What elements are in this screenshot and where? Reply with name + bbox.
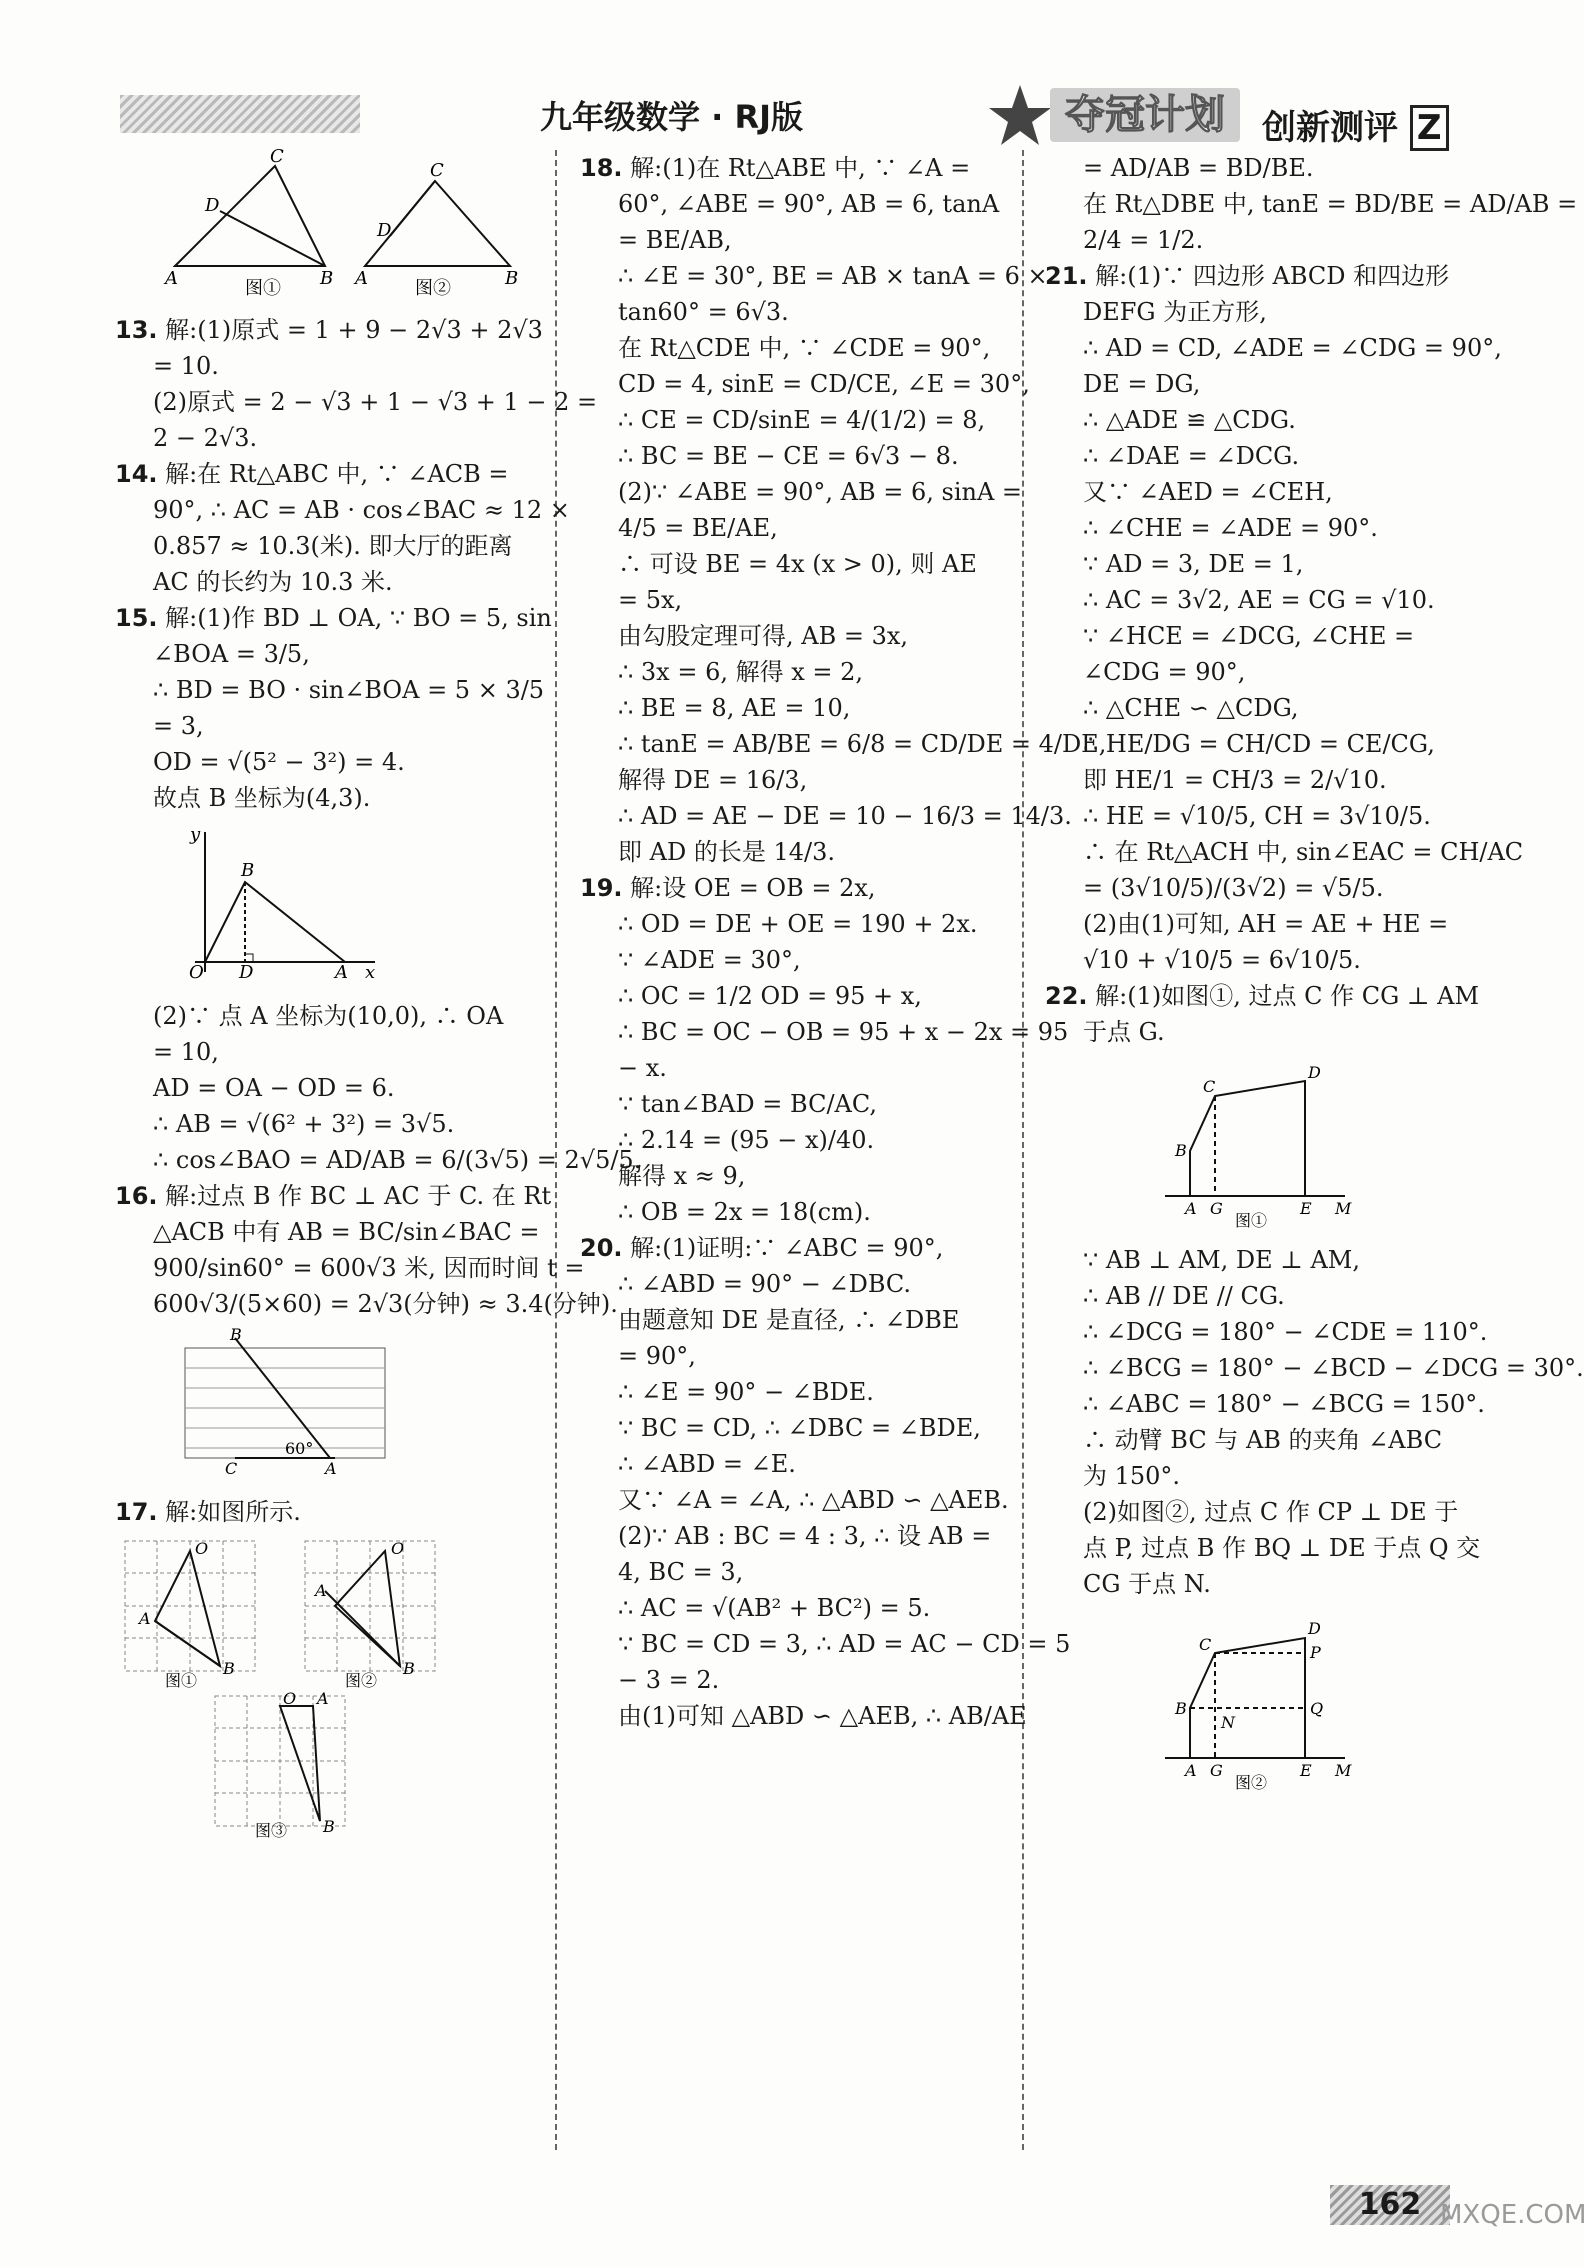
question-number: 16. bbox=[115, 1182, 158, 1210]
answer-text: ∴ 3x = 6, 解得 x = 2, bbox=[618, 658, 864, 686]
answer-text: AC 的长约为 10.3 米. bbox=[153, 568, 393, 596]
fig-angle-label: 60° bbox=[285, 1439, 314, 1458]
answer-text: 又∵ ∠AED = ∠CEH, bbox=[1083, 478, 1333, 506]
answer-line bbox=[580, 1662, 1000, 1698]
answer-line bbox=[580, 834, 1000, 870]
answer-text: ∴ 2.14 = (95 − x)/40. bbox=[618, 1126, 875, 1154]
header-stripe bbox=[120, 95, 360, 133]
fig-label: A bbox=[317, 1689, 329, 1708]
answer-text: ∵ tan∠BAD = BC/AC, bbox=[618, 1090, 877, 1118]
fig-label: C bbox=[225, 1459, 238, 1478]
answer-line bbox=[580, 294, 1000, 330]
answer-line bbox=[1045, 834, 1524, 870]
fig-label: C bbox=[270, 146, 284, 167]
answer-text: ∴ 可设 BE = 4x (x > 0), 则 AE bbox=[618, 550, 977, 578]
answer-text: = 3, bbox=[153, 712, 204, 740]
answer-text: ∴ tanE = AB/BE = 6/8 = CD/DE = 4/DE, bbox=[618, 730, 1107, 758]
answer-text: ∴ BC = OC − OB = 95 + x − 2x = 95 bbox=[618, 1018, 1069, 1046]
fig-caption: 图② bbox=[345, 1671, 378, 1690]
answer-line bbox=[1045, 618, 1465, 654]
answer-line bbox=[580, 1266, 1000, 1302]
answer-line bbox=[580, 1554, 1000, 1590]
answer-line bbox=[580, 1698, 1027, 1734]
fig-label: A bbox=[325, 1459, 337, 1478]
answer-line bbox=[580, 1014, 1069, 1050]
answer-text: 解:过点 B 作 BC ⊥ AC 于 C. 在 Rt bbox=[165, 1182, 552, 1210]
answer-text: 故点 B 坐标为(4,3). bbox=[153, 784, 371, 812]
answer-line bbox=[1045, 150, 1465, 186]
answer-text: ∴ △CHE ∽ △CDG, bbox=[1083, 694, 1299, 722]
answer-text: 2 − 2√3. bbox=[153, 424, 258, 452]
answer-line bbox=[580, 402, 1000, 438]
answer-line bbox=[1045, 762, 1465, 798]
brand-subtitle: 创新测评 Z bbox=[1262, 100, 1449, 149]
answer-line bbox=[580, 1338, 1000, 1374]
answer-line bbox=[115, 998, 535, 1034]
answer-text: (2)∵ AB : BC = 4 : 3, ∴ 设 AB = bbox=[618, 1522, 992, 1550]
answer-text: − x. bbox=[618, 1054, 667, 1082]
fig-label: D bbox=[1308, 1619, 1321, 1638]
answer-line bbox=[115, 672, 545, 708]
answer-line bbox=[580, 1374, 1000, 1410]
fig-label: A bbox=[139, 1609, 151, 1628]
answer-line bbox=[580, 618, 1000, 654]
fig-label: A bbox=[355, 268, 368, 289]
answer-line bbox=[1045, 870, 1465, 906]
answer-text: = 5x, bbox=[618, 586, 683, 614]
fig-label: D bbox=[239, 962, 254, 983]
answer-line bbox=[115, 348, 535, 384]
answer-line bbox=[580, 222, 1000, 258]
question-number: 20. bbox=[580, 1234, 623, 1262]
answer-line bbox=[1045, 474, 1465, 510]
fig-label: G bbox=[1210, 1761, 1223, 1780]
fig-label: G bbox=[1210, 1199, 1223, 1218]
answer-line bbox=[1045, 1494, 1465, 1530]
fig-label: B bbox=[323, 1817, 335, 1836]
answer-line bbox=[115, 1214, 540, 1250]
answer-line bbox=[580, 906, 1000, 942]
answer-line bbox=[580, 474, 1023, 510]
answer-line bbox=[580, 1194, 1000, 1230]
answer-text: 于点 G. bbox=[1083, 1018, 1165, 1046]
answer-line bbox=[580, 870, 1000, 906]
answer-text: = 10. bbox=[153, 352, 219, 380]
answer-text: ∵ ∠ADE = 30°, bbox=[618, 946, 801, 974]
answer-line bbox=[115, 420, 535, 456]
answer-line bbox=[580, 1518, 1000, 1554]
answer-text: 解:在 Rt△ABC 中, ∵ ∠ACB = bbox=[165, 460, 509, 488]
answer-line bbox=[115, 384, 598, 420]
fig-label: C bbox=[430, 160, 444, 181]
answer-text: ∴ ∠DCG = 180° − ∠CDE = 110°. bbox=[1083, 1318, 1488, 1346]
fig-caption: 图② bbox=[415, 278, 451, 299]
answer-text: − 3 = 2. bbox=[618, 1666, 720, 1694]
column-divider-2 bbox=[1022, 150, 1024, 2150]
brand-badge: Z bbox=[1410, 105, 1449, 151]
answer-text: ∴ HE = √10/5, CH = 3√10/5. bbox=[1083, 802, 1431, 830]
fig-label: A bbox=[1185, 1199, 1197, 1218]
answer-line bbox=[115, 564, 535, 600]
answer-text: tan60° = 6√3. bbox=[618, 298, 789, 326]
answer-line bbox=[1045, 366, 1465, 402]
answer-text: 2/4 = 1/2. bbox=[1083, 226, 1204, 254]
answer-text: OD = √(5² − 3²) = 4. bbox=[153, 748, 405, 776]
answer-line bbox=[580, 150, 1000, 186]
answer-text: 又∵ ∠A = ∠A, ∴ △ABD ∽ △AEB. bbox=[618, 1486, 1009, 1514]
answer-text: DEFG 为正方形, bbox=[1083, 298, 1267, 326]
answer-text: ∴ OB = 2x = 18(cm). bbox=[618, 1198, 871, 1226]
fig-16-grid bbox=[175, 1325, 475, 1478]
fig-15-coordinate bbox=[175, 822, 475, 982]
answer-line bbox=[115, 1070, 535, 1106]
question-number: 22. bbox=[1045, 982, 1088, 1010]
answer-text: 在 Rt△CDE 中, ∵ ∠CDE = 90°, bbox=[618, 334, 991, 362]
fig-label: O bbox=[195, 1539, 209, 1558]
answer-line bbox=[115, 636, 535, 672]
answer-line bbox=[580, 1230, 1000, 1266]
answer-line bbox=[115, 492, 570, 528]
fig-label: A bbox=[335, 962, 348, 983]
answer-text: ∴ AD = AE − DE = 10 − 16/3 = 14/3. bbox=[618, 802, 1072, 830]
answer-text: ∵ AD = 3, DE = 1, bbox=[1083, 550, 1304, 578]
answer-text: 由勾股定理可得, AB = 3x, bbox=[618, 622, 909, 650]
answer-line bbox=[1045, 1386, 1485, 1422]
fig-label: D bbox=[1308, 1063, 1321, 1082]
fig-label: E bbox=[1300, 1199, 1312, 1218]
answer-text: ∴ BD = BO · sin∠BOA = 5 × 3/5 bbox=[153, 676, 545, 704]
answer-text: 解:(1)证明:∵ ∠ABC = 90°, bbox=[630, 1234, 944, 1262]
answer-text: DE = DG, bbox=[1083, 370, 1201, 398]
answer-text: 解得 x ≈ 9, bbox=[618, 1162, 746, 1190]
answer-text: ∴ AB = √(6² + 3²) = 3√5. bbox=[153, 1110, 455, 1138]
answer-text: CG 于点 N. bbox=[1083, 1570, 1211, 1598]
answer-text: 点 P, 过点 B 作 BQ ⊥ DE 于点 Q 交 bbox=[1083, 1534, 1481, 1562]
fig-label: B bbox=[403, 1659, 415, 1678]
answer-line bbox=[580, 942, 1000, 978]
answer-text: 在 Rt△DBE 中, tanE = BD/BE = AD/AB = bbox=[1083, 190, 1578, 218]
answer-text: ∵ AB ⊥ AM, DE ⊥ AM, bbox=[1083, 1246, 1360, 1274]
answer-text: 600√3/(5×60) = 2√3(分钟) ≈ 3.4(分钟). bbox=[153, 1290, 618, 1318]
answer-text: 为 150°. bbox=[1083, 1462, 1181, 1490]
fig-label: B bbox=[230, 1325, 242, 1344]
answer-line bbox=[1045, 438, 1465, 474]
answer-line bbox=[580, 978, 1000, 1014]
answer-line bbox=[1045, 1278, 1465, 1314]
fig-label: C bbox=[1199, 1635, 1212, 1654]
answer-text: ∴ 动臂 BC 与 AB 的夹角 ∠ABC bbox=[1083, 1426, 1443, 1454]
answer-line bbox=[1045, 978, 1480, 1014]
answer-line bbox=[580, 366, 1030, 402]
fig-triangles-top bbox=[115, 146, 519, 299]
answer-line bbox=[1045, 1350, 1584, 1386]
answer-line bbox=[1045, 330, 1502, 366]
answer-text: 即 AD 的长是 14/3. bbox=[618, 838, 835, 866]
answer-text: 解:(1)原式 = 1 + 9 − 2√3 + 2√3 bbox=[165, 316, 543, 344]
answer-line bbox=[1045, 510, 1465, 546]
answer-line bbox=[1045, 402, 1465, 438]
fig-label: A bbox=[315, 1581, 327, 1600]
fig-caption: 图② bbox=[1235, 1773, 1268, 1792]
fig-label: M bbox=[1335, 1199, 1352, 1218]
answer-text: (2)∵ 点 A 坐标为(10,0), ∴ OA bbox=[153, 1002, 504, 1030]
answer-text: 60°, ∠ABE = 90°, AB = 6, tanA bbox=[618, 190, 1000, 218]
answer-text: 由题意知 DE 是直径, ∴ ∠DBE bbox=[618, 1306, 960, 1334]
answer-text: ∴ ∠ABD = 90° − ∠DBC. bbox=[618, 1270, 912, 1298]
answer-text: ∴ AB // DE // CG. bbox=[1083, 1282, 1285, 1310]
fig-label: D bbox=[205, 195, 220, 216]
fig-caption: 图① bbox=[1235, 1211, 1268, 1230]
page-number: 162 bbox=[1330, 2185, 1450, 2225]
answer-text: ∴ OC = 1/2 OD = 95 + x, bbox=[618, 982, 922, 1010]
fig-label: C bbox=[1203, 1077, 1216, 1096]
answer-text: = 10, bbox=[153, 1038, 219, 1066]
answer-text: 解:(1)如图①, 过点 C 作 CG ⊥ AM bbox=[1095, 982, 1480, 1010]
answer-text: 4, BC = 3, bbox=[618, 1558, 744, 1586]
question-number: 18. bbox=[580, 154, 623, 182]
answer-line bbox=[580, 510, 1000, 546]
answer-line bbox=[1045, 294, 1465, 330]
answer-line bbox=[1045, 690, 1465, 726]
answer-line bbox=[115, 1106, 535, 1142]
answer-line bbox=[115, 1178, 552, 1214]
answer-line bbox=[1045, 186, 1578, 222]
fig-caption: 图③ bbox=[255, 1821, 288, 1840]
answer-line bbox=[1045, 1014, 1465, 1050]
answer-text: ∴ ∠CHE = ∠ADE = 90°. bbox=[1083, 514, 1378, 542]
answer-line bbox=[1045, 726, 1465, 762]
answer-line bbox=[1045, 582, 1465, 618]
answer-text: ∴ AD = CD, ∠ADE = ∠CDG = 90°, bbox=[1083, 334, 1502, 362]
fig-label: B bbox=[1175, 1141, 1187, 1160]
fig-label: E bbox=[1300, 1761, 1312, 1780]
answer-line: 17. 解:如图所示. bbox=[115, 1498, 301, 1526]
answer-text: AD = OA − OD = 6. bbox=[153, 1074, 395, 1102]
answer-line bbox=[580, 546, 1000, 582]
answer-text: ∴ ∠BCG = 180° − ∠BCD − ∠DCG = 30°. bbox=[1083, 1354, 1584, 1382]
fig-label: M bbox=[1335, 1761, 1352, 1780]
answer-text: 解:(1)作 BD ⊥ OA, ∵ BO = 5, sin bbox=[165, 604, 552, 632]
fig-label: B bbox=[320, 268, 334, 289]
answer-text: ∴ AC = 3√2, AE = CG = √10. bbox=[1083, 586, 1435, 614]
star-mascot-icon bbox=[985, 80, 1055, 150]
answer-line bbox=[580, 1590, 1000, 1626]
answer-text: ∴ ∠ABC = 180° − ∠BCG = 150°. bbox=[1083, 1390, 1485, 1418]
question-number: 19. bbox=[580, 874, 623, 902]
fig-label: A bbox=[165, 268, 178, 289]
fig-label: O bbox=[283, 1689, 297, 1708]
answer-line bbox=[1045, 1242, 1465, 1278]
answer-line bbox=[580, 438, 1000, 474]
answer-text: ∴ ∠E = 90° − ∠BDE. bbox=[618, 1378, 874, 1406]
fig-label: x bbox=[365, 962, 376, 983]
fig-label: A bbox=[1185, 1761, 1197, 1780]
fig-label: B bbox=[223, 1659, 235, 1678]
answer-text: √10 + √10/5 = 6√10/5. bbox=[1083, 946, 1361, 974]
answer-line bbox=[580, 690, 1000, 726]
answer-line bbox=[115, 744, 535, 780]
answer-text: ∠BOA = 3/5, bbox=[153, 640, 310, 668]
answer-text: 900/sin60° = 600√3 米, 因而时间 t = bbox=[153, 1254, 585, 1282]
answer-line bbox=[580, 654, 1000, 690]
column-3 bbox=[1045, 150, 1584, 1804]
answer-text: 解得 DE = 16/3, bbox=[618, 766, 808, 794]
answer-line bbox=[1045, 546, 1465, 582]
question-number: 13. bbox=[115, 316, 158, 344]
fig-22-1 bbox=[1155, 1056, 1455, 1230]
answer-line bbox=[1045, 906, 1465, 942]
answer-text: = AD/AB = BD/BE. bbox=[1083, 154, 1314, 182]
answer-text: = BE/AB, bbox=[618, 226, 732, 254]
answer-text: = 90°, bbox=[618, 1342, 696, 1370]
answer-text: ∴ ∠DAE = ∠DCG. bbox=[1083, 442, 1300, 470]
answer-text: 解:(1)∵ 四边形 ABCD 和四边形 bbox=[1095, 262, 1450, 290]
answer-line bbox=[580, 1626, 1071, 1662]
answer-text: ∴ ∠ABD = ∠E. bbox=[618, 1450, 796, 1478]
answer-line bbox=[580, 258, 1048, 294]
watermark: MXQE.COM bbox=[1440, 2200, 1586, 2230]
answer-line bbox=[580, 330, 1000, 366]
answer-line bbox=[115, 1250, 585, 1286]
fig-label: O bbox=[189, 962, 204, 983]
answer-text: (2)如图②, 过点 C 作 CP ⊥ DE 于 bbox=[1083, 1498, 1459, 1526]
answer-line bbox=[115, 312, 543, 348]
answer-line bbox=[1045, 222, 1465, 258]
answer-line bbox=[580, 1158, 1000, 1194]
fig-caption: 图① bbox=[165, 1671, 198, 1690]
answer-line bbox=[1045, 798, 1465, 834]
fig-17-grids bbox=[115, 1536, 515, 1840]
answer-line bbox=[1045, 942, 1465, 978]
answer-line bbox=[115, 708, 535, 744]
answer-line bbox=[1045, 1566, 1465, 1602]
question-number: 14. bbox=[115, 460, 158, 488]
answer-line bbox=[580, 798, 1072, 834]
fig-label: D bbox=[377, 220, 392, 241]
answer-line bbox=[115, 1142, 642, 1178]
answer-text: ∴ OD = DE + OE = 190 + 2x. bbox=[618, 910, 978, 938]
answer-line bbox=[580, 1482, 1009, 1518]
answer-text: ∵ ∠HCE = ∠DCG, ∠CHE = bbox=[1083, 622, 1415, 650]
answer-line bbox=[580, 1050, 1000, 1086]
fig-caption: 图① bbox=[245, 278, 281, 299]
answer-line bbox=[1045, 258, 1465, 294]
fig-22-2 bbox=[1155, 1608, 1455, 1792]
answer-text: ∴ BC = BE − CE = 6√3 − 8. bbox=[618, 442, 959, 470]
answer-text: △ACB 中有 AB = BC/sin∠BAC = bbox=[153, 1218, 540, 1246]
answer-text: ∴ ∠E = 30°, BE = AB × tanA = 6 × bbox=[618, 262, 1048, 290]
answer-text: 解:(1)在 Rt△ABE 中, ∵ ∠A = bbox=[630, 154, 971, 182]
fig-label: O bbox=[391, 1539, 405, 1558]
fig-label: B bbox=[505, 268, 519, 289]
answer-line bbox=[580, 1302, 1000, 1338]
answer-text: (2)原式 = 2 − √3 + 1 − √3 + 1 − 2 = bbox=[153, 388, 598, 416]
answer-line bbox=[580, 1446, 1000, 1482]
fig-label: Q bbox=[1310, 1699, 1324, 1718]
answer-text: 4/5 = BE/AE, bbox=[618, 514, 778, 542]
answer-text: ∴ △ADE ≌ △CDG. bbox=[1083, 406, 1296, 434]
answer-line bbox=[1045, 1530, 1481, 1566]
answer-text: 0.857 ≈ 10.3(米). 即大厅的距离 bbox=[153, 532, 513, 560]
page-header-title: 九年级数学 · RJ版 bbox=[540, 98, 803, 136]
answer-text: ∴ 在 Rt△ACH 中, sin∠EAC = CH/AC bbox=[1083, 838, 1524, 866]
answer-line bbox=[1045, 1314, 1488, 1350]
answer-line bbox=[115, 1034, 535, 1070]
answer-text: ∵ BC = CD = 3, ∴ AD = AC − CD = 5 bbox=[618, 1630, 1071, 1658]
fig-label: y bbox=[190, 824, 201, 845]
answer-text: 90°, ∴ AC = AB · cos∠BAC ≈ 12 × bbox=[153, 496, 570, 524]
answer-line bbox=[115, 456, 535, 492]
answer-line bbox=[1045, 1458, 1465, 1494]
answer-line bbox=[580, 1122, 1000, 1158]
answer-line bbox=[115, 1286, 618, 1322]
answer-text: ∴ HE/DG = CH/CD = CE/CG, bbox=[1083, 730, 1435, 758]
answer-line bbox=[580, 1410, 1000, 1446]
answer-text: 解:设 OE = OB = 2x, bbox=[630, 874, 876, 902]
answer-line bbox=[1045, 654, 1465, 690]
answer-text: (2)∵ ∠ABE = 90°, AB = 6, sinA = bbox=[618, 478, 1023, 506]
answer-text: ∵ BC = CD, ∴ ∠DBC = ∠BDE, bbox=[618, 1414, 981, 1442]
answer-text: (2)由(1)可知, AH = AE + HE = bbox=[1083, 910, 1449, 938]
answer-line bbox=[115, 528, 535, 564]
fig-label: B bbox=[241, 860, 255, 881]
answer-line bbox=[580, 1086, 1000, 1122]
answer-text: 由(1)可知 △ABD ∽ △AEB, ∴ AB/AE bbox=[618, 1702, 1027, 1730]
fig-label: P bbox=[1310, 1643, 1321, 1662]
fig-label: N bbox=[1221, 1713, 1235, 1732]
answer-line bbox=[115, 780, 535, 816]
question-number: 21. bbox=[1045, 262, 1088, 290]
answer-text: ∠CDG = 90°, bbox=[1083, 658, 1246, 686]
answer-text: ∴ BE = 8, AE = 10, bbox=[618, 694, 851, 722]
answer-line bbox=[580, 186, 1000, 222]
question-number: 15. bbox=[115, 604, 158, 632]
answer-text: 即 HE/1 = CH/3 = 2/√10. bbox=[1083, 766, 1387, 794]
answer-text: = (3√10/5)/(3√2) = √5/5. bbox=[1083, 874, 1384, 902]
answer-line bbox=[580, 726, 1107, 762]
answer-text: ∴ cos∠BAO = AD/AB = 6/(3√5) = 2√5/5. bbox=[153, 1146, 642, 1174]
answer-line bbox=[580, 762, 1000, 798]
answer-line bbox=[580, 582, 1000, 618]
brand-logo: 夺冠计划 bbox=[1050, 88, 1240, 142]
answer-line bbox=[1045, 1422, 1465, 1458]
answer-text: ∴ AC = √(AB² + BC²) = 5. bbox=[618, 1594, 931, 1622]
answer-text: CD = 4, sinE = CD/CE, ∠E = 30°, bbox=[618, 370, 1030, 398]
answer-line bbox=[115, 600, 552, 636]
answer-text: ∴ CE = CD/sinE = 4/(1/2) = 8, bbox=[618, 406, 986, 434]
fig-label: B bbox=[1175, 1699, 1187, 1718]
